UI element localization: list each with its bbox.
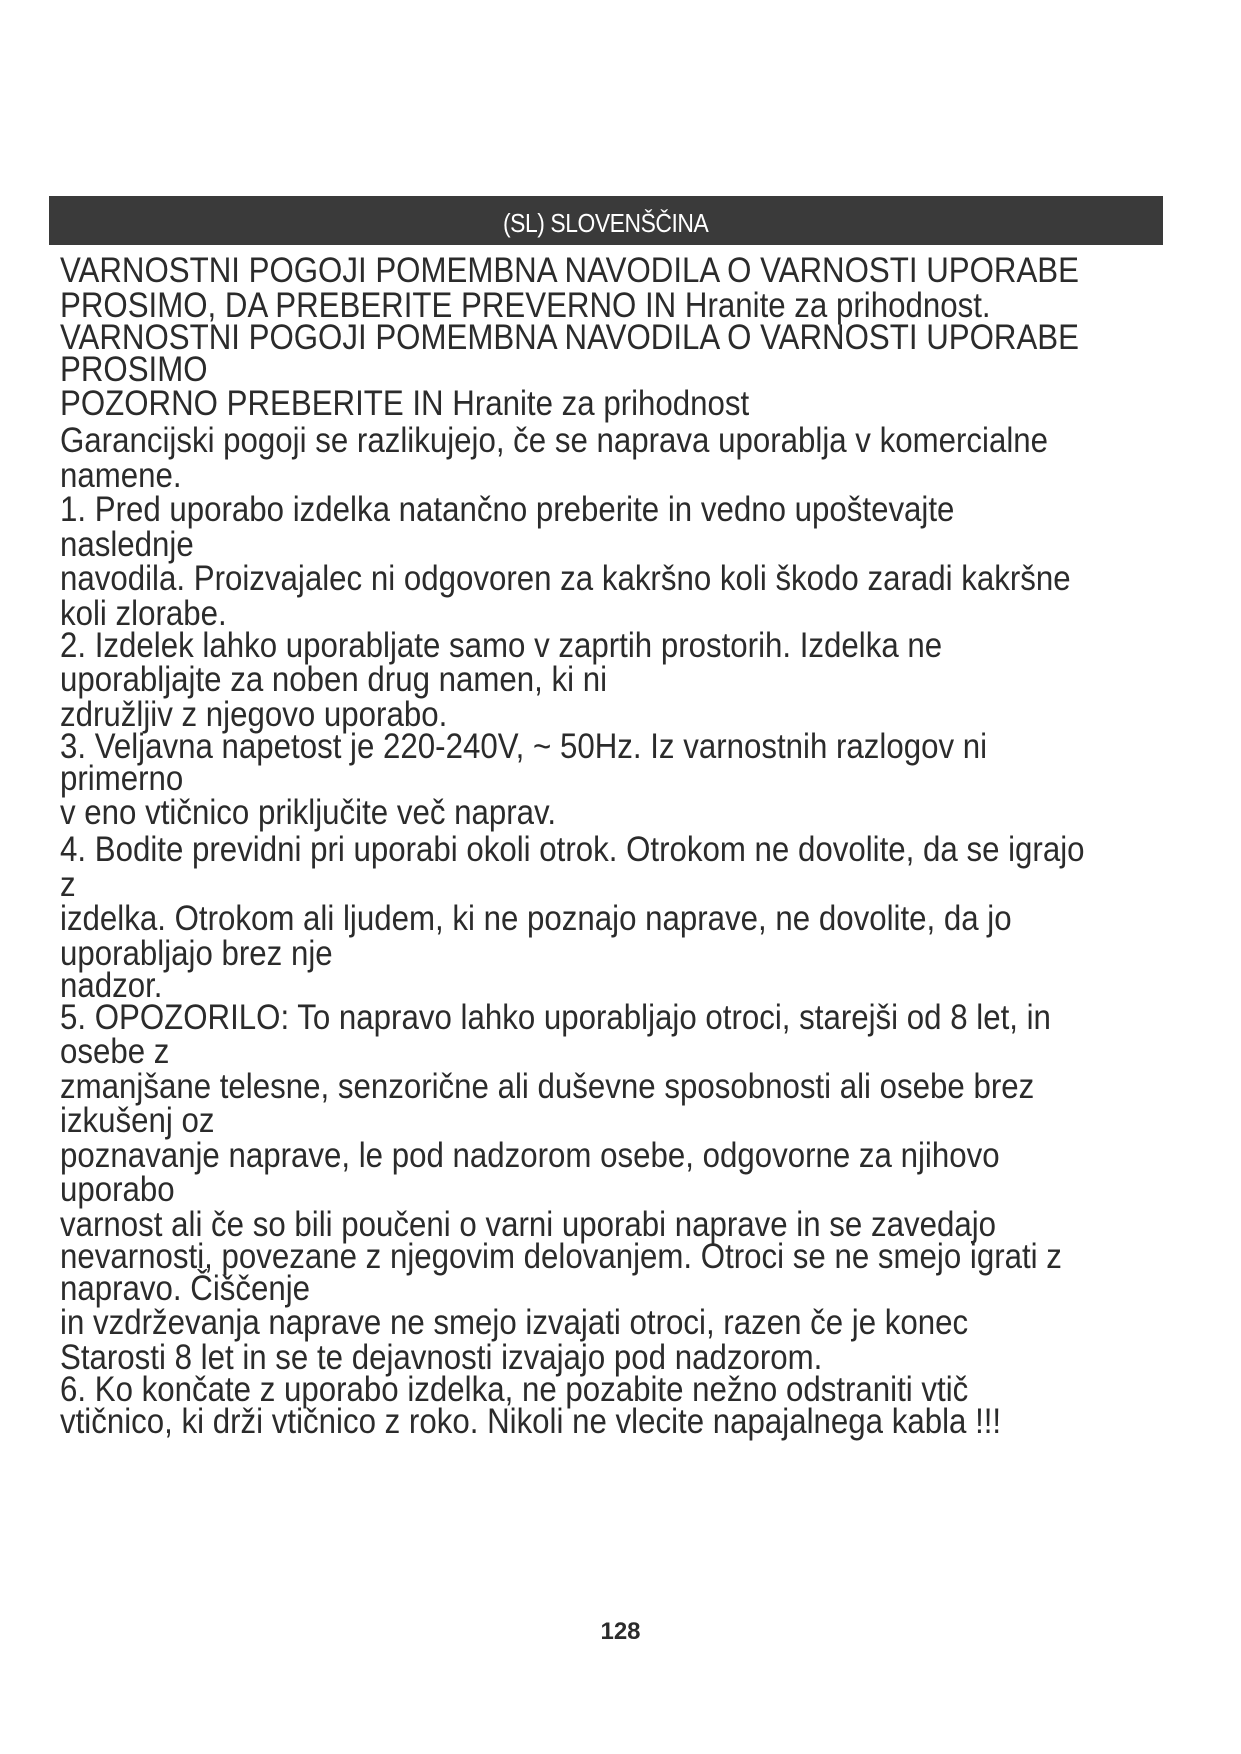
text-line: PROSIMO [60, 349, 208, 389]
text-line: primerno [60, 758, 184, 798]
text-line: uporabljajo brez nje [60, 933, 333, 973]
text-line: vtičnico, ki drži vtičnico z roko. Nikoli ne vlecite napajalnega kabla !!! [60, 1401, 1002, 1441]
text-line: poznavanje naprave, le pod nadzorom osebe, odgovorne za njihovo [60, 1135, 1000, 1175]
text-line: nevarnosti, povezane z njegovim delovanjem. Otroci se ne smejo igrati z [60, 1236, 1062, 1276]
text-line: 3. Veljavna napetost je 220-240V, ~ 50Hz. Iz varnostnih razlogov ni [60, 726, 988, 766]
text-line: 5. OPOZORILO: To napravo lahko uporabljajo otroci, starejši od 8 let, in [60, 997, 1051, 1037]
text-line: v eno vtičnico priključite več naprav. [60, 792, 557, 832]
text-line: naslednje [60, 524, 194, 564]
text-line: varnost ali če so bili poučeni o varni uporabi naprave in se zavedajo [60, 1204, 997, 1244]
text-line: 1. Pred uporabo izdelka natančno preberite in vedno upoštevajte [60, 489, 955, 529]
text-line: PROSIMO, DA PREBERITE PREVERNO IN Hranite za prihodnost. [60, 285, 991, 325]
text-line: napravo. Čiščenje [60, 1268, 311, 1308]
section-header-title: (SL) SLOVENŠČINA [503, 208, 709, 238]
text-line: uporabljajte za noben drug namen, ki ni [60, 659, 608, 699]
text-line: VARNOSTNI POGOJI POMEMBNA NAVODILA O VARNOSTI UPORABE [60, 250, 1079, 290]
page-number: 128 [600, 1618, 641, 1645]
text-line: POZORNO PREBERITE IN Hranite za prihodnost [60, 383, 750, 423]
text-line: 6. Ko končate z uporabo izdelka, ne pozabite nežno odstraniti vtič [60, 1369, 969, 1409]
text-line: nadzor. [60, 965, 163, 1005]
text-line: izkušenj oz [60, 1100, 215, 1140]
text-line: izdelka. Otrokom ali ljudem, ki ne poznajo naprave, ne dovolite, da jo [60, 898, 1012, 938]
text-line: 2. Izdelek lahko uporabljate samo v zaprtih prostorih. Izdelka ne [60, 625, 943, 665]
text-line: osebe z [60, 1031, 170, 1071]
text-line: zmanjšane telesne, senzorične ali duševne sposobnosti ali osebe brez [60, 1066, 1035, 1106]
text-line: Starosti 8 let in se te dejavnosti izvajajo pod nadzorom. [60, 1337, 823, 1377]
text-line: koli zlorabe. [60, 593, 227, 633]
text-line: navodila. Proizvajalec ni odgovoren za kakršno koli škodo zaradi kakršne [60, 558, 1071, 598]
safety-instructions-text [60, 250, 1085, 1441]
text-line: združljiv z njegovo uporabo. [60, 694, 448, 734]
text-line: Garancijski pogoji se razlikujejo, če se naprava uporablja v komercialne [60, 420, 1049, 460]
text-line: uporabo [60, 1169, 175, 1209]
text-line: z [60, 864, 76, 904]
section-header-bar [49, 196, 1163, 245]
text-line: in vzdrževanja naprave ne smejo izvajati otroci, razen če je konec [60, 1302, 969, 1342]
text-line: VARNOSTNI POGOJI POMEMBNA NAVODILA O VARNOSTI UPORABE [60, 317, 1079, 357]
text-line: 4. Bodite previdni pri uporabi okoli otrok. Otrokom ne dovolite, da se igrajo [60, 829, 1085, 869]
text-line: namene. [60, 455, 182, 495]
